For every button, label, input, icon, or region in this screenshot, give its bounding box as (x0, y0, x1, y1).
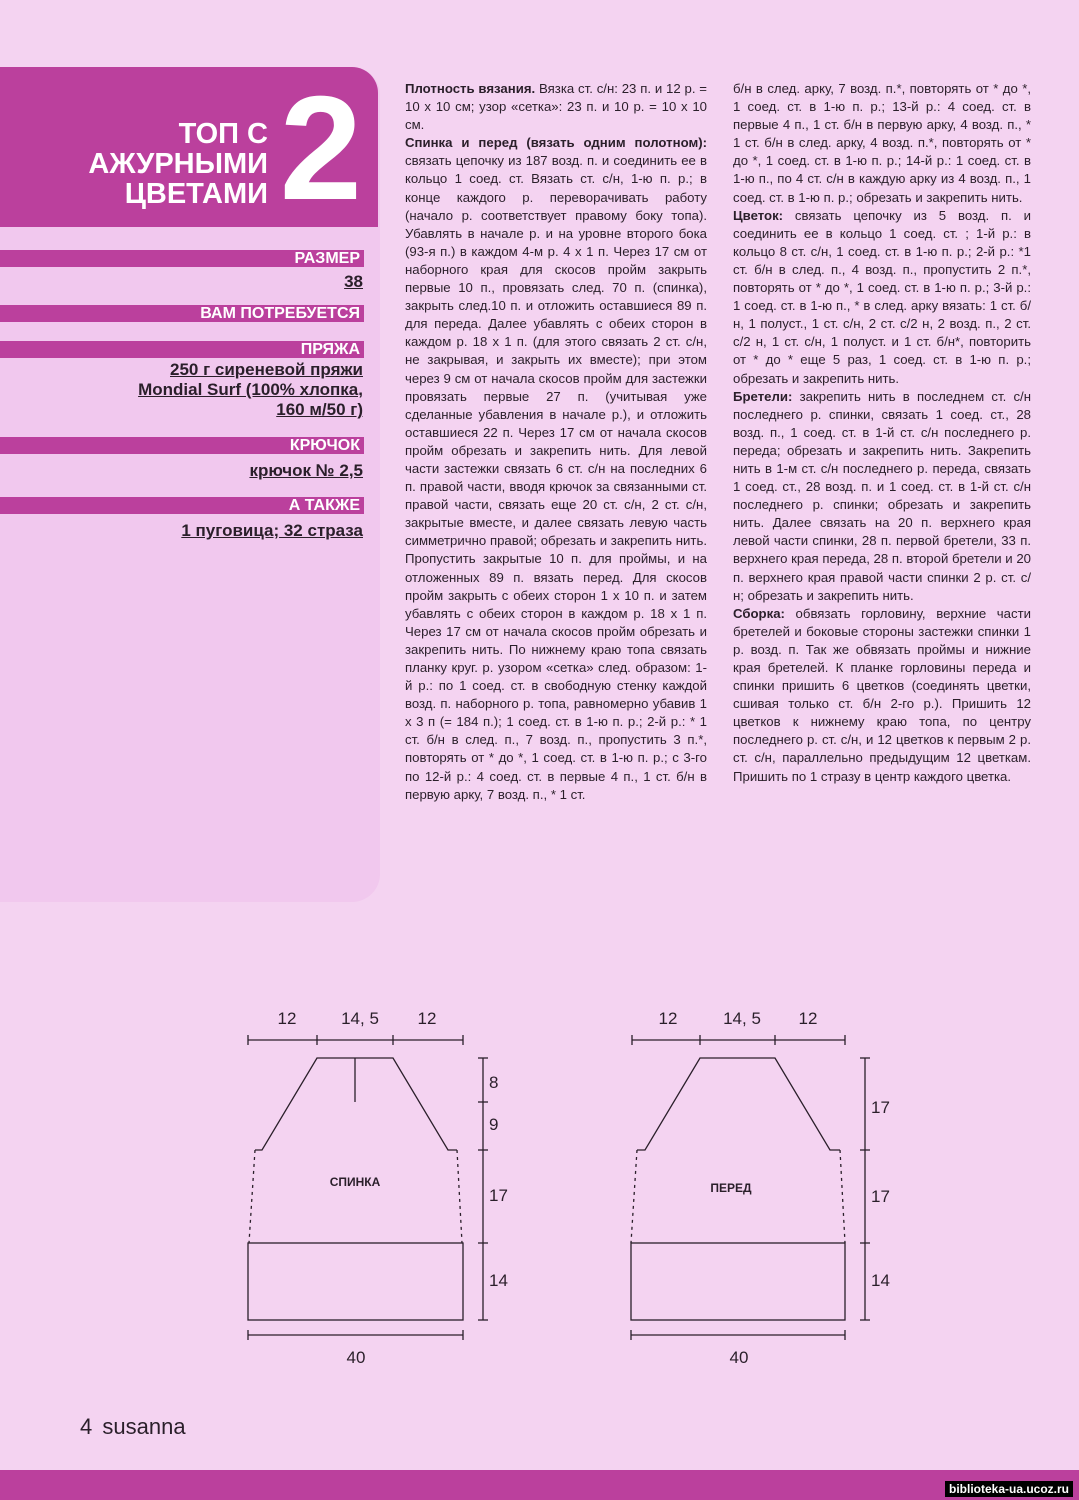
materials-header: ВАМ ПОТРЕБУЕТСЯ (0, 305, 364, 322)
back-top-dim-center: 14, 5 (341, 1009, 379, 1028)
yarn-line-1: 250 г сиреневой пряжи (170, 360, 363, 379)
front-label: ПЕРЕД (710, 1181, 752, 1195)
paragraph-continued: б/н в след. арку, 7 возд. п.*, повторять от * до *, 1 соед. ст. в 1-ю п. р.; 13-й р.: 4 соед. ст. в первые 4 п., 1 ст. б/н в первую арку, 4 возд. п., * 1 ст. б/н в след. арку, 4 возд. п.*, повторять от * до *, 1 соед. ст. в 1-ю п. р.; 14-й р.: 1 соед. ст. в 1-ю п., по 4 ст. с/н в каждую арку из 4 возд. п., 1 соед. ст. в 1-ю п. р.; обрезать и закрепить нить. (733, 81, 1031, 205)
paragraph-flower: Цветок: связать цепочку из 5 возд. п. и соединить ее в кольцо 1 соед. ст. ; 1-й р.: в кольцо 8 ст. с/н, 1 соед. ст. в 1-ю п. р.; 2-й р.: *1 ст. б/н в след. п., 4 возд. п., пропустить 2 п.*, повторять от * до *, 1 соед. ст. в 1-ю п. р.; 3-й р.: 1 соед. ст. в 1-ю п., * в след. арку вязать: 1 ст. б/н, 1 полуст., 1 ст. с/н, 2 ст. с/2 н, 2 возд. п., 2 ст. с/2 н, 1 ст. с/н, 1 полуст. и 1 ст. б/н*, повторить от * до * еще 5 раз, 1 соед. ст. в 1-ю п. р.; обрезать и закрепить нить. (733, 207, 1031, 386)
front-side-dim-3: 14 (871, 1271, 890, 1290)
yarn-line-3: 160 м/50 г) (276, 400, 363, 419)
site-watermark: biblioteka-ua.ucoz.ru (945, 1481, 1073, 1497)
paragraph-assembly: Сборка: обвязать горловину, верхние части бретелей и боковые стороны застежки спинки 1 р. возд. п. Так же обвязать проймы и нижние края бретелей. К планке горловины переда и спинки пришить 6 цветков (соединять цветки, сшивая только ст. б/н 2-го р.). Пришить 12 цветков к нижнему краю топа, по центру последнего р. ст. с/н, и 12 цветков к первым 2 р. ст. с/н, параллельно предыдущим 12 цветкам. Пришить по 1 стразу в центр каждого цветка. (733, 605, 1031, 784)
back-top-dim-left: 12 (277, 1009, 297, 1028)
paragraph-density: Плотность вязания. Вязка ст. с/н: 23 п. и 12 р. = 10 х 10 см; узор «сетка»: 23 п. и 10 р. = 10 х 10 см. (405, 81, 707, 133)
front-top-dim-center: 14, 5 (723, 1009, 761, 1028)
paragraph-straps: Бретели: закрепить нить в последнем ст. с/н последнего р. спинки, связать 1 соед. ст., 28 возд. п., 1 соед. ст. в 1-й ст. с/н последнего р. переда; обрезать и закрепить нить. Закрепить нить в 1-м ст. с/н последнего р. переда, связать 1 соед. ст., 28 возд. п. и 1 соед. ст. в 1-й ст. с/н последнего р. спинки; обрезать и закрепить нить. Далее связать на 20 п. верхнего края левой части спинки, 28 п. первой бретели, 33 п. верхнего края переда, 28 п. второй бретели и 20 п. верхнего края правой части спинки 2 р. ст. с/н; обрезать и закрепить нить. (733, 388, 1031, 603)
back-bottom-dim: 40 (346, 1348, 366, 1367)
paragraph-back-front: Спинка и перед (вязать одним полотном): связать цепочку из 187 возд. п. и соединить ее в кольцо 1 соед. ст. Вязать ст. с/н, 1-ю п. р.; в конце каждого р. переворачивать работу (начало р. соответствует правому боку топа). Убавлять в начале р. и на уровне второго бока (93-я п.) в каждом 4-м р. 4 х 1 п. Через 17 см от наборного края для скосов пройм закрыть первые 10 п., провязать след. 70 п. (спинка), закрыть след.10 п. и отложить оставшиеся 89 п. для переда. Далее убавлять с обеих сторон в каждом р. 18 х 1 п. (для этого связать 2 ст. с/н, не закрывая, и закрыть их вместе); при этом через 9 см от начала скосов пройм для застежки провязать первые 27 п. (учитывая уже сделанные убавления в начале р.), и отложить оставшиеся 22 п. Через 17 см от начала скосов пройм обрезать и закрепить нить. Для левой части застежки связать 6 ст. с/н на последних 6 п. правой части, вводя крючок за связанными ст. правой части, связать еще 20 ст. с/н, 2 ст. с/н, закрытые вместе, и далее связать левую часть симметрично правой; обрезать и закрепить нить. Пропустить закрытые 10 п. для проймы, и на отложенных 89 п. вязать перед. Для скосов пройм закрыть с обеих сторон 1 х 10 п. и затем убавлять с обеих сторон в каждом р. 18 х 1 п. Через 17 см от начала скосов пройм обрезать и закрепить нить. По нижнему краю топа связать планку круг. р. узором «сетка» след. образом: 1-й р.: по 1 соед. ст. в свободную стенку каждой возд. п. наборного р. топа, равномерно убавив 1 х 3 п (= 184 п.); 1 соед. ст. в 1-ю п. р.; 2-й р.: * 1 ст. б/н в след. п., 7 возд. п., пропустить 3 п.*, повторять от * до *, 1 соед. ст. в 1-ю п. р.; с 3-го по 12-й р.: 4 соед. ст. в первые 4 п., 1 ст. б/н в первую арку, 7 возд. п., * 1 ст. (405, 135, 707, 802)
hook-value: крючок № 2,5 (249, 461, 363, 480)
yarn-line-2: Mondial Surf (100% хлопка, (138, 380, 363, 399)
article-title: ТОП С АЖУРНЫМИ ЦВЕТАМИ (88, 118, 268, 210)
page-folio (80, 1414, 186, 1440)
extras-header: А ТАКЖЕ (0, 497, 364, 514)
front-top-dim-right: 12 (798, 1009, 818, 1028)
back-side-dim-1: 8 (489, 1073, 499, 1092)
front-side-dim-1: 17 (871, 1098, 890, 1117)
size-header: РАЗМЕР (0, 250, 364, 267)
footer-bar (0, 1470, 1079, 1500)
back-side-dim-4: 14 (489, 1271, 508, 1290)
extras-value: 1 пуговица; 32 страза (181, 521, 363, 540)
hook-header: КРЮЧОК (0, 437, 364, 454)
back-side-dim-2: 9 (489, 1115, 499, 1134)
magazine-name: susanna (102, 1414, 186, 1439)
size-value: 38 (344, 272, 363, 291)
article-number: 2 (279, 66, 362, 231)
front-side-dim-2: 17 (871, 1187, 890, 1206)
back-side-dim-3: 17 (489, 1186, 508, 1205)
front-top-dim-left: 12 (658, 1009, 678, 1028)
yarn-header: ПРЯЖА (0, 341, 364, 358)
page-number: 4 (80, 1414, 93, 1439)
front-bottom-dim: 40 (729, 1348, 749, 1367)
back-label: СПИНКА (329, 1175, 381, 1189)
back-top-dim-right: 12 (417, 1009, 437, 1028)
